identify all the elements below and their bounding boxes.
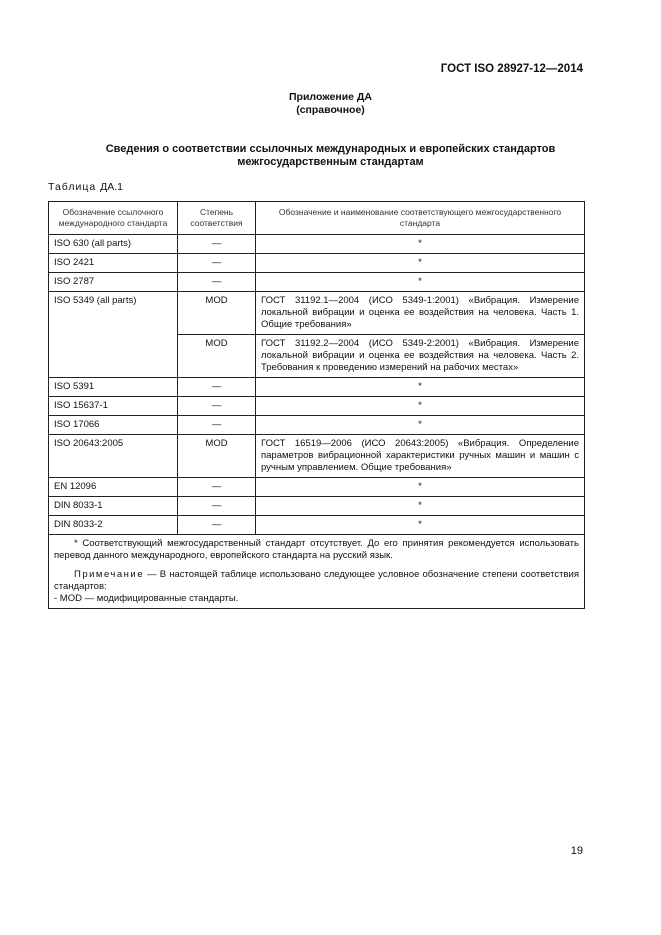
cell-standard: ISO 2421 bbox=[49, 254, 178, 273]
cell-standard: ISO 630 (all parts) bbox=[49, 235, 178, 254]
note-text: — В настоящей таблице использовано следующее условное обозначение степени соответствия стандартов: bbox=[54, 569, 579, 592]
cell-degree: — bbox=[178, 478, 256, 497]
cell-degree: — bbox=[178, 378, 256, 397]
cell-degree: — bbox=[178, 397, 256, 416]
heading-line-1: Сведения о соответствии ссылочных международных и европейских стандартов bbox=[105, 143, 556, 155]
cell-standard: DIN 8033-2 bbox=[49, 516, 178, 535]
table-row bbox=[49, 254, 585, 273]
cell-degree: — bbox=[178, 516, 256, 535]
cell-degree: MOD bbox=[178, 435, 256, 478]
annex-title: Приложение ДА bbox=[289, 91, 372, 103]
table-row bbox=[49, 235, 585, 254]
cell-title: ГОСТ 31192.2—2004 (ИСО 5349-2:2001) «Вибрация. Измерение локальной вибрации и оценка ее воздействия на человека. Часть 2. Требования к проведению измерений на рабочих местах» bbox=[256, 335, 585, 378]
page-number: 19 bbox=[570, 845, 583, 857]
table-caption bbox=[48, 181, 123, 193]
cell-degree: — bbox=[178, 254, 256, 273]
table-row bbox=[49, 397, 585, 416]
table-notes-row bbox=[49, 535, 585, 609]
note bbox=[54, 569, 579, 593]
table-row bbox=[49, 416, 585, 435]
cell-standard: DIN 8033-1 bbox=[49, 497, 178, 516]
cell-title: * bbox=[256, 516, 585, 535]
table-header-row bbox=[49, 202, 585, 235]
cell-title: * bbox=[256, 497, 585, 516]
cell-standard: ISO 5391 bbox=[49, 378, 178, 397]
column-header-degree: Степень соответствия bbox=[178, 202, 256, 235]
table-row bbox=[49, 435, 585, 478]
annex-header bbox=[0, 91, 661, 117]
cell-title: * bbox=[256, 273, 585, 292]
table-row bbox=[49, 497, 585, 516]
document-code: ГОСТ ISO 28927-12—2014 bbox=[440, 63, 583, 75]
standards-table bbox=[48, 201, 585, 609]
cell-title: * bbox=[256, 478, 585, 497]
cell-degree: — bbox=[178, 416, 256, 435]
table-row bbox=[49, 516, 585, 535]
column-header-title: Обозначение и наименование соответствующего межгосударственного стандарта bbox=[256, 202, 585, 235]
cell-degree: MOD bbox=[178, 335, 256, 378]
cell-degree: — bbox=[178, 497, 256, 516]
table-caption-number: ДА.1 bbox=[100, 181, 123, 193]
cell-title: * bbox=[256, 378, 585, 397]
footnote: * Соответствующий межгосударственный стандарт отсутствует. До его принятия рекомендуется использовать перевод данного международного, европейского стандарта на русский язык. bbox=[54, 538, 579, 561]
table-row bbox=[49, 378, 585, 397]
cell-title: * bbox=[256, 416, 585, 435]
cell-standard: ISO 20643:2005 bbox=[49, 435, 178, 478]
page-heading bbox=[60, 143, 601, 169]
table-row bbox=[49, 292, 585, 335]
cell-title: * bbox=[256, 397, 585, 416]
cell-title: ГОСТ 16519—2006 (ИСО 20643:2005) «Вибрация. Определение параметров вибрационной характеристики ручных машин и машин с ручным управлением. Общие требования» bbox=[256, 435, 585, 478]
cell-degree: MOD bbox=[178, 292, 256, 335]
annex-subtitle: (справочное) bbox=[296, 104, 365, 116]
cell-standard: ISO 17066 bbox=[49, 416, 178, 435]
heading-line-2: межгосударственным стандартам bbox=[237, 156, 424, 168]
cell-standard: ISO 5349 (all parts) bbox=[49, 292, 178, 378]
table-notes bbox=[49, 535, 585, 609]
table-row bbox=[49, 273, 585, 292]
note-label: Примечание bbox=[74, 569, 144, 580]
cell-title: * bbox=[256, 254, 585, 273]
cell-degree: — bbox=[178, 273, 256, 292]
cell-standard: EN 12096 bbox=[49, 478, 178, 497]
table-row bbox=[49, 478, 585, 497]
cell-title: * bbox=[256, 235, 585, 254]
cell-title: ГОСТ 31192.1—2004 (ИСО 5349-1:2001) «Вибрация. Измерение локальной вибрации и оценка ее воздействия на человека. Часть 1. Общие требования» bbox=[256, 292, 585, 335]
note-item: - MOD — модифицированные стандарты. bbox=[54, 593, 239, 604]
column-header-standard: Обозначение ссылочного международного стандарта bbox=[49, 202, 178, 235]
cell-standard: ISO 2787 bbox=[49, 273, 178, 292]
cell-standard: ISO 15637-1 bbox=[49, 397, 178, 416]
table-caption-label: Таблица bbox=[48, 181, 97, 193]
cell-degree: — bbox=[178, 235, 256, 254]
